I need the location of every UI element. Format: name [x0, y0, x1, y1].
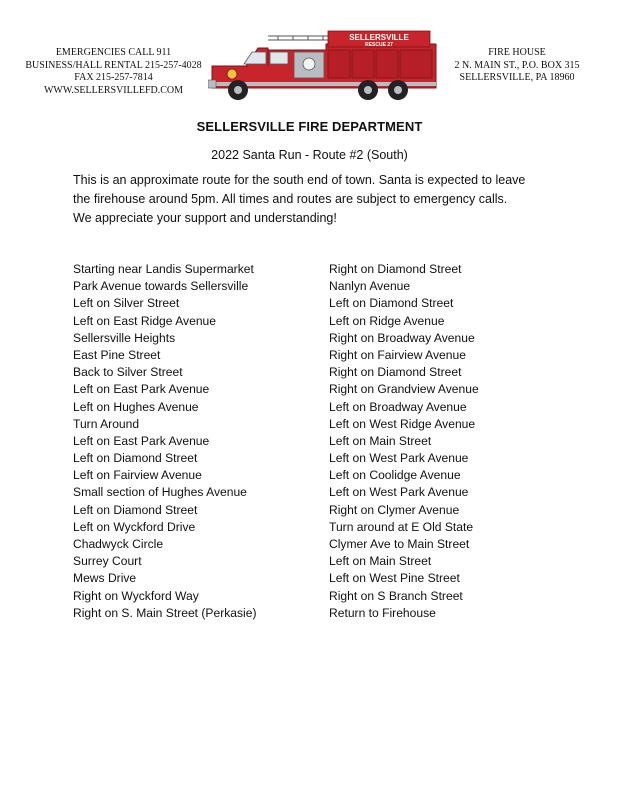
intro-line: We appreciate your support and understanding! — [73, 211, 337, 225]
header-emergency-line: EMERGENCIES CALL 911 — [55, 47, 172, 58]
route-step: Return to Firehouse — [329, 605, 436, 620]
route-step: Right on S. Main Street (Perkasie) — [73, 605, 257, 620]
page-title: SELLERSVILLE FIRE DEPARTMENT — [196, 119, 423, 134]
truck-unit-text: RESCUE 27 — [365, 42, 393, 48]
route-step: Starting near Landis Supermarket — [73, 262, 254, 276]
route-step: Back to Silver Street — [73, 365, 183, 380]
route-step: Chadwyck Circle — [73, 537, 164, 551]
route-step: Turn around at E Old State — [329, 519, 474, 534]
fire-truck-icon — [208, 26, 440, 106]
route-step: Left on Broadway Avenue — [329, 399, 467, 414]
route-list-left — [73, 261, 257, 622]
header-business-line: BUSINESS/HALL RENTAL 215-257-4028 — [25, 59, 202, 71]
route-step: Left on Hughes Avenue — [73, 399, 199, 414]
route-step: Turn Around — [73, 416, 140, 431]
route-step: Left on West Park Avenue — [329, 485, 469, 500]
header-contact-block — [16, 47, 211, 97]
route-step: Left on East Park Avenue — [73, 433, 210, 448]
route-step: Sellersville Heights — [73, 330, 176, 345]
route-step: Left on West Pine Street — [329, 571, 460, 586]
route-step: Park Avenue towards Sellersville — [73, 279, 249, 294]
route-step: Left on East Park Avenue — [73, 382, 210, 397]
route-step: Left on Main Street — [329, 554, 432, 569]
truck-name-text: SELLERSVILLE — [349, 33, 409, 42]
route-step: Right on Diamond Street — [329, 365, 462, 380]
route-step: Right on Broadway Avenue — [329, 330, 475, 345]
route-step: East Pine Street — [73, 347, 161, 362]
header-city-line: SELLERSVILLE, PA 18960 — [459, 72, 575, 84]
route-step: Left on Coolidge Avenue — [329, 468, 461, 483]
route-step: Left on Diamond Street — [73, 451, 198, 466]
route-step: Left on West Ridge Avenue — [329, 416, 476, 431]
route-step: Left on East Ridge Avenue — [73, 313, 216, 328]
intro-line: the firehouse around 5pm. All times and routes are subject to emergency calls. — [73, 192, 508, 206]
header-website-line: WWW.SELLERSVILLEFD.COM — [43, 84, 184, 96]
header-fax-line: FAX 215-257-7814 — [74, 72, 153, 84]
route-step: Right on Clymer Avenue — [329, 502, 460, 517]
route-step: Left on Diamond Street — [73, 502, 198, 517]
route-step: Right on Wyckford Way — [73, 588, 199, 603]
route-step: Mews Drive — [73, 571, 137, 586]
header-address-block — [432, 47, 602, 85]
header-street-line: 2 N. MAIN ST., P.O. BOX 315 — [454, 59, 580, 71]
route-step: Nanlyn Avenue — [329, 279, 411, 294]
route-step: Left on Silver Street — [73, 296, 180, 311]
route-step: Right on Fairview Avenue — [329, 347, 466, 362]
header-firehouse-line: FIRE HOUSE — [488, 47, 546, 58]
route-step: Clymer Ave to Main Street — [329, 537, 470, 551]
route-step: Left on Fairview Avenue — [73, 468, 202, 483]
route-step: Right on S Branch Street — [329, 588, 463, 603]
page-subtitle: 2022 Santa Run - Route #2 (South) — [211, 148, 408, 162]
route-step: Left on Ridge Avenue — [329, 313, 445, 328]
route-step: Surrey Court — [73, 554, 142, 569]
route-step: Left on West Park Avenue — [329, 451, 469, 466]
route-step: Right on Diamond Street — [329, 262, 462, 276]
route-step: Left on Wyckford Drive — [73, 519, 196, 534]
route-list-right — [329, 261, 479, 622]
intro-line: This is an approximate route for the south end of town. Santa is expected to leave — [73, 173, 526, 187]
intro-paragraph — [73, 171, 563, 228]
route-step: Small section of Hughes Avenue — [73, 485, 247, 500]
route-step: Right on Grandview Avenue — [329, 382, 479, 397]
route-step: Left on Main Street — [329, 433, 432, 448]
route-step: Left on Diamond Street — [329, 296, 454, 311]
